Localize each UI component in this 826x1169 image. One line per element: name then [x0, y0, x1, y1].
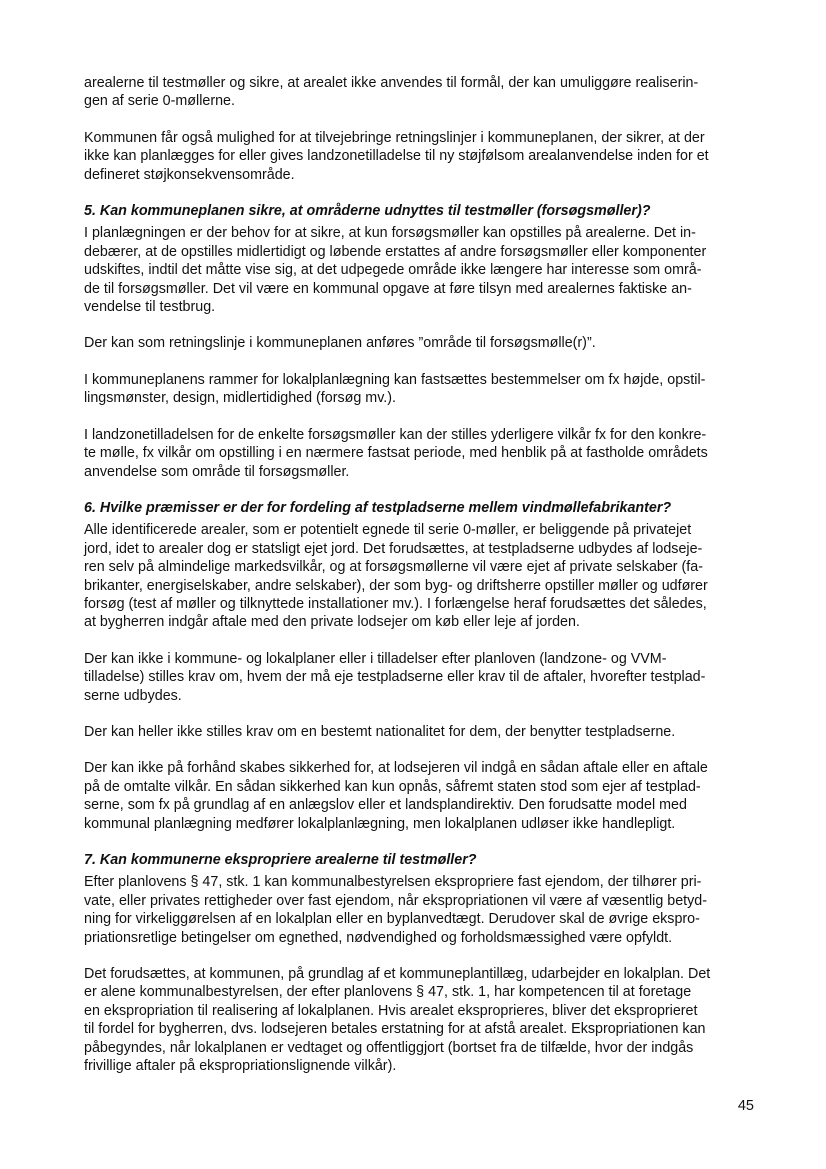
- text-line: ren selv på almindelige markedsvilkår, og at forsøgsmøllerne vil være ejet af private selskaber (fa-: [84, 559, 703, 576]
- text-line: Kommunen får også mulighed for at tilvejebringe retningslinjer i kommuneplanen, der sikrer, at der: [84, 129, 705, 146]
- paragraph: [84, 521, 756, 631]
- text-line: ning for virkeliggørelsen af en lokalplan eller en byplanvedtægt. Derudover skal de øvrige ekspro-: [84, 911, 700, 928]
- text-line: anvendelse som område til forsøgsmøller.: [84, 463, 350, 480]
- text-line: de til forsøgsmøller. Det vil være en kommunal opgave at føre tilsyn med arealernes faktiske an-: [84, 280, 692, 297]
- text-line: defineret støjkonsekvensområde.: [84, 166, 295, 183]
- text-line: priationsretlige betingelser om egnethed, nødvendighed og forholdsmæssighed være opfyldt.: [84, 929, 673, 946]
- text-line: brikanter, energiselskaber, andre selskaber), der som byg- og driftsherre opstiller møller og udfører: [84, 577, 708, 594]
- text-line: Efter planlovens § 47, stk. 1 kan kommunalbestyrelsen ekspropriere fast ejendom, der tilhører pri-: [84, 874, 702, 891]
- text-line: forsøg (test af møller og tilknyttede installationer mv.). I forlængelse heraf forudsættes det således,: [84, 595, 707, 612]
- text-line: på de omtalte vilkår. En sådan sikkerhed kan kun opnås, såfremt staten stod som ejer af testplad-: [84, 778, 701, 795]
- paragraph: [84, 426, 756, 481]
- paragraph: [84, 759, 756, 833]
- text-line: I landzonetilladelsen for de enkelte forsøgsmøller kan der stilles yderligere vilkår fx for den konkre-: [84, 426, 707, 443]
- text-line: vendelse til testbrug.: [84, 299, 216, 316]
- text-line: frivillige aftaler på ekspropriationslignende vilkår).: [84, 1058, 397, 1075]
- text-line: Alle identificerede arealer, som er potentielt egnede til serie 0-møller, er beliggende på privatejet: [84, 522, 692, 539]
- text-line: debærer, at de opstilles midlertidigt og løbende erstattes af andre forsøgsmøller eller komponenter: [84, 243, 707, 260]
- page-number: 45: [737, 1098, 754, 1114]
- text-line: lingsmønster, design, midlertidighed (forsøg mv.).: [84, 390, 396, 407]
- text-line: ikke kan planlægges for eller gives landzonetilladelse til ny støjfølsom arealanvendelse inden for et: [84, 148, 709, 165]
- text-line: udskiftes, indtil det måtte vise sig, at det udpegede område ikke længere har interesse som områ-: [84, 262, 702, 279]
- paragraph: [84, 650, 756, 705]
- heading-text: 6. Hvilke præmisser er der for fordeling af testpladserne mellem vindmøllefabrikanter?: [84, 499, 672, 516]
- text-line: en ekspropriation til realisering af lokalplanen. Hvis arealet eksproprieres, bliver det eksproprieret: [84, 1002, 698, 1019]
- text-line: kommunal planlægning medfører lokalplanlægning, men lokalplanen udløser ikke handlepligt.: [84, 815, 676, 832]
- page-body: [84, 74, 756, 1093]
- section-heading-6: [84, 499, 756, 517]
- text-line: Der kan ikke på forhånd skabes sikkerhed for, at lodsejeren vil indgå en sådan aftale eller en aftale: [84, 760, 708, 777]
- text-line: arealerne til testmøller og sikre, at arealet ikke anvendes til formål, der kan umuliggøre realiserin-: [84, 75, 699, 91]
- paragraph: [84, 965, 756, 1075]
- paragraph: [84, 74, 756, 111]
- text-line: jord, idet to arealer dog er statsligt ejet jord. Det forudsættes, at testpladserne udbydes af lodseje-: [84, 540, 703, 557]
- text-line: Der kan ikke i kommune- og lokalplaner eller i tilladelser efter planloven (landzone- og VVM-: [84, 650, 667, 667]
- text-line: gen af serie 0-møllerne.: [84, 93, 235, 110]
- paragraph: [84, 371, 756, 408]
- text-line: at bygherren indgår aftale med den private lodsejer om køb eller leje af jorden.: [84, 614, 580, 631]
- heading-text: 7. Kan kommunerne ekspropriere arealerne til testmøller?: [84, 852, 477, 868]
- text-line: te mølle, fx vilkår om opstilling i en nærmere fastsat periode, med henblik på at fastholde områdets: [84, 445, 708, 462]
- text-line: vate, eller privates rettigheder over fast ejendom, når ekspropriationen vil være af væsentlig betyd-: [84, 892, 708, 909]
- text-line: Der kan heller ikke stilles krav om en bestemt nationalitet for dem, der benytter testpladserne.: [84, 723, 676, 740]
- heading-text: 5. Kan kommuneplanen sikre, at områderne udnyttes til testmøller (forsøgsmøller)?: [84, 203, 651, 220]
- paragraph: [84, 873, 756, 947]
- paragraph: [84, 334, 756, 352]
- text-line: I kommuneplanens rammer for lokalplanlægning kan fastsættes bestemmelser om fx højde, opstil-: [84, 371, 706, 388]
- text-line: påbegyndes, når lokalplanen er vedtaget og offentliggjort (bortset fra de tilfælde, hvor der indgås: [84, 1039, 694, 1056]
- text-line: Der kan som retningslinje i kommuneplanen anføres ”område til forsøgsmølle(r)”.: [84, 335, 596, 352]
- text-line: Det forudsættes, at kommunen, på grundlag af et kommuneplantillæg, udarbejder en lokalplan. Det: [84, 966, 711, 983]
- paragraph: [84, 129, 756, 184]
- section-heading-7: [84, 851, 756, 869]
- text-line: er alene kommunalbestyrelsen, der efter planlovens § 47, stk. 1, har kompetencen til at foretage: [84, 984, 692, 1001]
- paragraph: [84, 723, 756, 741]
- text-line: til fordel for bygherren, dvs. lodsejeren betales erstatning for at afstå arealet. Ekspropriationen kan: [84, 1021, 706, 1038]
- text-line: I planlægningen er der behov for at sikre, at kun forsøgsmøller kan opstilles på arealerne. Det in-: [84, 225, 696, 242]
- text-line: serne udbydes.: [84, 687, 182, 704]
- text-line: tilladelse) stilles krav om, hvem der må eje testpladserne eller krav til de aftaler, hvorefter testplad-: [84, 669, 706, 686]
- paragraph: [84, 224, 756, 316]
- section-heading-5: [84, 202, 756, 220]
- text-line: serne, som fx på grundlag af en anlægslov eller et landsplandirektiv. Den forudsatte model med: [84, 797, 687, 814]
